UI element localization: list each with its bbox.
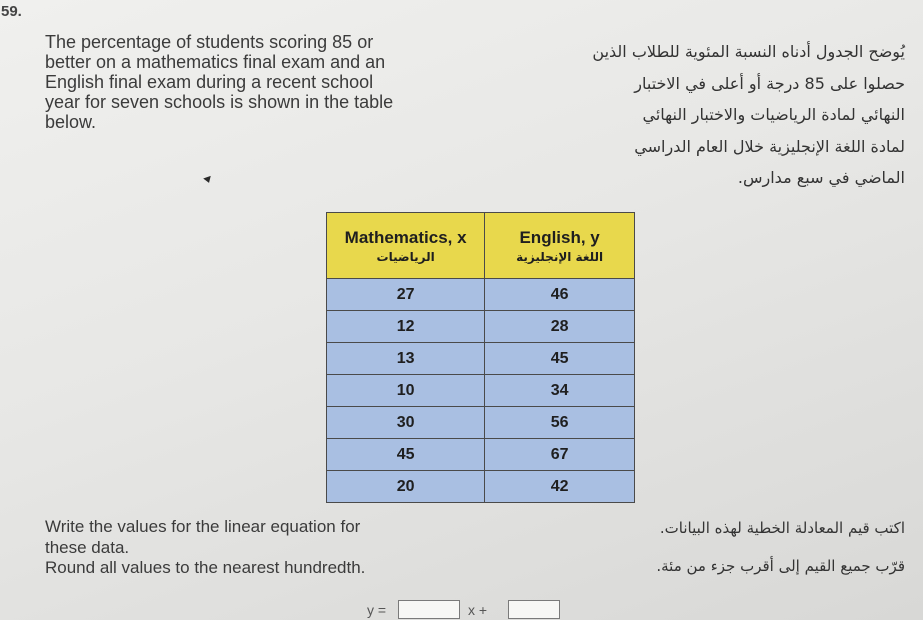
instruction-line: Round all values to the nearest hundredth.: [45, 558, 366, 577]
header-english: [485, 213, 635, 279]
instruction-line: Write the values for the linear equation for: [45, 517, 361, 536]
pen-mark: [203, 176, 213, 184]
math-cell: 30: [327, 407, 485, 439]
english-cell: 46: [485, 279, 635, 311]
english-cell: 56: [485, 407, 635, 439]
english-cell: 42: [485, 471, 635, 503]
table-row: [327, 407, 635, 439]
english-cell: 28: [485, 311, 635, 343]
intro-line: better on a mathematics final exam and an: [45, 52, 386, 72]
header-mathematics: [327, 213, 485, 279]
intro-line-arabic: يُوضح الجدول أدناه النسبة المئوية للطلاب الذين: [592, 42, 905, 61]
equation-y-label: y =: [367, 602, 387, 618]
instruction-line-arabic: قرّب جميع القيم إلى أقرب جزء من مئة.: [656, 557, 905, 575]
instruction-line: these data.: [45, 537, 130, 557]
data-table: [326, 212, 635, 503]
intro-line-arabic: حصلوا على 85 درجة أو أعلى في الاختبار: [634, 73, 905, 93]
header-mathematics-label: Mathematics, x: [344, 227, 467, 247]
instruction-text-arabic: [525, 509, 905, 585]
math-cell: 10: [327, 375, 485, 407]
table-row: [327, 439, 635, 471]
table-row: [327, 279, 635, 311]
math-cell: 20: [327, 471, 485, 503]
intro-line-arabic: الماضي في سبع مدارس.: [737, 168, 905, 187]
table-header-row: [327, 213, 635, 279]
intro-line-arabic: النهائي لمادة الرياضيات والاختبار النهائي: [642, 105, 905, 124]
instruction-text-english: [45, 517, 365, 579]
intro-line-arabic: لمادة اللغة الإنجليزية خلال العام الدراسي: [634, 136, 905, 156]
english-cell: 34: [485, 375, 635, 407]
math-cell: 13: [327, 343, 485, 375]
table-row: [327, 375, 635, 407]
question-number: 59.: [1, 3, 22, 20]
equation-x-label: x +: [468, 602, 488, 618]
table-row: [327, 311, 635, 343]
math-cell: 27: [327, 279, 485, 311]
intro-text-arabic: [505, 36, 905, 194]
math-cell: 45: [327, 439, 485, 471]
intro-line: below.: [45, 112, 97, 132]
intercept-input[interactable]: [508, 600, 560, 619]
english-cell: 45: [485, 343, 635, 375]
intro-line: year for seven schools is shown in the table: [45, 92, 394, 112]
table-row: [327, 343, 635, 375]
header-mathematics-arabic: الرياضيات: [376, 249, 435, 264]
header-english-arabic: اللغة الإنجليزية: [516, 249, 604, 264]
table-row: [327, 471, 635, 503]
math-cell: 12: [327, 311, 485, 343]
instruction-line-arabic: اكتب قيم المعادلة الخطية لهذه البيانات.: [659, 519, 905, 537]
slope-input[interactable]: [398, 600, 460, 619]
header-english-label: English, y: [519, 227, 600, 247]
intro-line: The percentage of students scoring 85 or: [45, 32, 374, 52]
english-cell: 67: [485, 439, 635, 471]
intro-text-english: [45, 32, 393, 132]
intro-line: English final exam during a recent school: [45, 72, 374, 92]
